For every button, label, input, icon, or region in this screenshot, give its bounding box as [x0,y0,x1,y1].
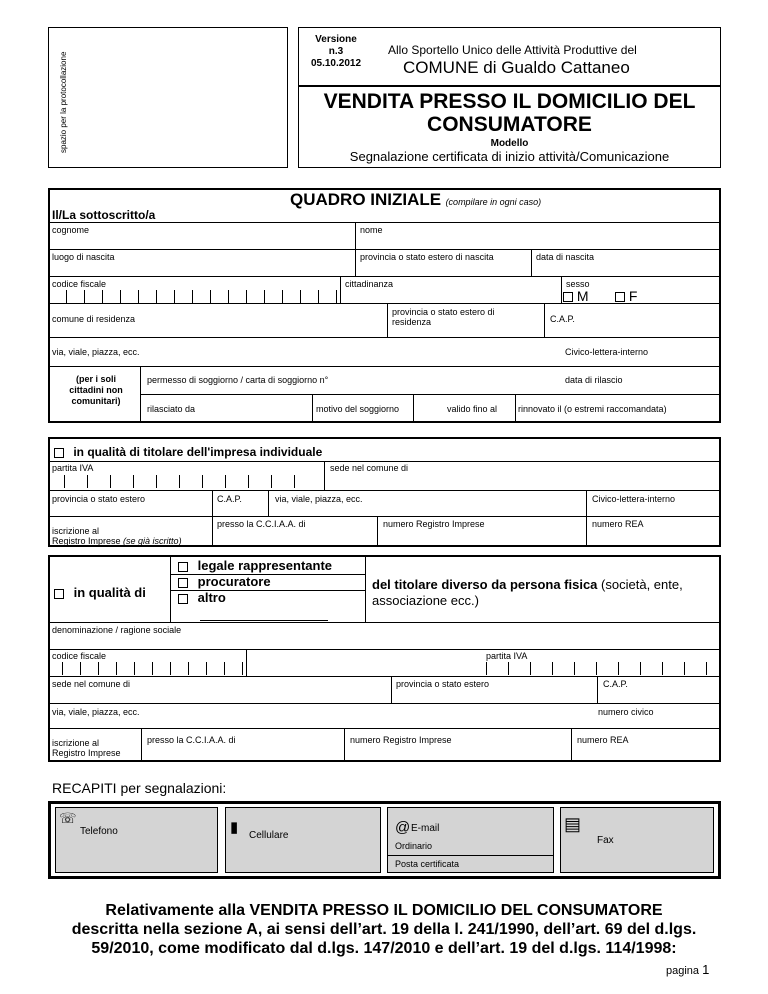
titolare-checkbox[interactable] [54,448,64,458]
rilasciato-da-label: rilasciato da [147,404,196,414]
sesso-f-label: F [628,288,638,304]
email-pec-label: Posta certificata [395,859,460,869]
titolare-rea-label: numero REA [592,519,644,529]
addressee-text: Allo Sportello Unico delle Attività Produttive del [388,43,637,57]
sesso-f-option[interactable] [615,288,637,304]
titolare-cap-label: C.A.P. [217,494,242,504]
qualita-civico-label: numero civico [598,707,654,717]
titolare-cciaa-label: presso la C.C.I.A.A. di [217,519,306,529]
qualita-cap-label: C.A.P. [603,679,628,689]
footer-line-1: Relativamente alla VENDITA PRESSO IL DOMICILIO DEL CONSUMATORE [105,902,663,919]
titolare-civico-label: Civico-lettera-interno [592,494,676,504]
nome-field[interactable] [356,234,719,248]
subject-label: Il/La sottoscritto/a [52,208,156,222]
prov-nascita-label: provincia o stato estero di nascita [360,252,494,262]
quadro-title [290,190,541,210]
sesso-label: sesso [566,279,590,289]
qualita-piva-label: partita IVA [486,651,528,661]
version-line-2: n.3 [328,46,344,57]
model-description: Segnalazione certificata di inizio attività/Comunicazione [349,149,670,164]
nome-label: nome [360,225,383,235]
non-comunitari-note: (per i soli cittadini non comunitari) [69,374,123,406]
procuratore-option[interactable] [178,574,271,589]
qualita-cf-boxes[interactable] [62,662,260,675]
qualita-num-registro-label: numero Registro Imprese [350,735,452,745]
protocol-stamp-label: spazio per la protocollazione [59,51,68,153]
titolare-heading: in qualità di titolare dell'impresa individuale [73,445,323,459]
legale-rappresentante-checkbox[interactable] [178,562,188,572]
titolare-piva-label: partita IVA [52,463,94,473]
del-titolare-note: (società, ente, [601,577,683,592]
qualita-cf-label: codice fiscale [52,651,107,661]
del-titolare-note-2: associazione ecc.) [372,593,479,608]
qualita-iscrizione-label: iscrizione al [52,738,100,748]
altro-checkbox[interactable] [178,594,188,604]
luogo-nascita-label: luogo di nascita [52,252,115,262]
titolare-registro-text: Registro Imprese [52,536,121,546]
via-residenza-label: via, viale, piazza, ecc. [52,347,140,357]
fax-label: Fax [597,835,614,846]
fax-icon: ▤ [564,814,582,834]
codice-fiscale-label: codice fiscale [52,279,107,289]
footer-line-2: descritta nella sezione A, ai sensi dell’art. 19 della l. 241/1990, dell’art. 69 del d.lgs. [71,921,697,938]
page-number [666,962,709,977]
titolare-registro-label [52,536,182,546]
model-label: Modello [490,138,529,149]
sesso-m-checkbox[interactable] [563,292,573,302]
prov-residenza-label: provincia o stato estero di residenza [392,307,495,327]
del-titolare-text [372,577,683,592]
qualita-rea-label: numero REA [577,735,629,745]
titolare-iscrizione-label: iscrizione al [52,526,100,536]
qualita-label: in qualità di [73,585,146,600]
procuratore-label: procuratore [197,574,271,589]
qualita-piva-boxes[interactable] [486,662,728,675]
prov-nascita-field[interactable] [356,261,530,275]
titolare-via-label: via, viale, piazza, ecc. [275,494,363,504]
cellulare-label: Cellulare [249,830,289,841]
motivo-label: motivo del soggiorno [316,404,400,414]
email-label: E-mail [411,823,440,834]
titolare-piva-boxes[interactable] [64,475,317,488]
page-number-value: 1 [702,962,710,977]
titolare-num-registro-label: numero Registro Imprese [383,519,485,529]
quadro-title-text: QUADRO INIZIALE [290,190,442,209]
telefono-icon: ☏ [59,810,77,826]
permesso-label: permesso di soggiorno / carta di soggiorno n° [147,375,329,385]
cognome-label: cognome [52,225,90,235]
sesso-m-label: M [576,288,589,304]
del-titolare-bold: del titolare diverso da persona fisica [372,577,598,592]
email-ordinario-label: Ordinario [395,841,433,851]
qualita-via-label: via, viale, piazza, ecc. [52,707,140,717]
fax-field[interactable] [560,807,714,873]
cap-residenza-label: C.A.P. [550,314,575,324]
qualita-cciaa-label: presso la C.C.I.A.A. di [147,735,236,745]
sesso-m-option[interactable] [563,288,589,304]
rinnovato-label: rinnovato il (o estremi raccomandata) [518,404,667,414]
qualita-sede-label: sede nel comune di [52,679,131,689]
data-rilascio-label: data di rilascio [565,375,623,385]
quadro-iniziale-section [48,188,721,423]
qualita-registro-label: Registro Imprese [52,748,121,758]
data-nascita-label: data di nascita [536,252,595,262]
email-icon: @ [395,819,411,836]
version-line-3: 05.10.2012 [310,58,362,69]
municipality-name: COMUNE di Gualdo Cattaneo [403,58,630,77]
codice-fiscale-boxes[interactable] [66,290,354,303]
luogo-nascita-field[interactable] [49,261,354,275]
altro-option[interactable] [178,590,226,605]
valido-fino-label: valido fino al [447,404,498,414]
cittadinanza-label: cittadinanza [345,279,394,289]
protocol-stamp-box [48,27,288,168]
titolare-option[interactable] [54,445,322,459]
telefono-field[interactable] [55,807,218,873]
cognome-field[interactable] [49,234,354,248]
qualita-provincia-label: provincia o stato estero [396,679,490,689]
sesso-f-checkbox[interactable] [615,292,625,302]
cellulare-icon: ▮ [230,819,239,836]
legale-rappresentante-label: legale rappresentante [197,558,333,573]
denominazione-label: denominazione / ragione sociale [52,625,182,635]
form-title-line-2: CONSUMATORE [427,113,592,136]
data-nascita-field[interactable] [532,261,719,275]
cittadinanza-field[interactable] [341,288,559,302]
titolare-provincia-label: provincia o stato estero [52,494,146,504]
legale-rappresentante-option[interactable] [178,558,332,573]
qualita-option[interactable] [54,585,146,600]
version-line-1: Versione [315,34,357,45]
quadro-title-note: (compilare in ogni caso) [445,197,542,207]
altro-label: altro [197,590,226,605]
civico-residenza-label: Civico-lettera-interno [565,347,649,357]
titolare-se-gia-text: (se già iscritto) [123,536,182,546]
procuratore-checkbox[interactable] [178,578,188,588]
footer-line-3: 59/2010, come modificato dal d.lgs. 147/2010 e dell’art. 19 del d.lgs. 114/1998: [91,940,677,957]
telefono-label: Telefono [80,826,118,837]
page-label: pagina [666,965,700,977]
comune-residenza-label: comune di residenza [52,314,136,324]
form-title-line-1: VENDITA PRESSO IL DOMICILIO DEL [323,90,696,113]
qualita-checkbox[interactable] [54,589,64,599]
titolare-sede-label: sede nel comune di [330,463,409,473]
recapiti-heading: RECAPITI per segnalazioni: [52,780,227,796]
